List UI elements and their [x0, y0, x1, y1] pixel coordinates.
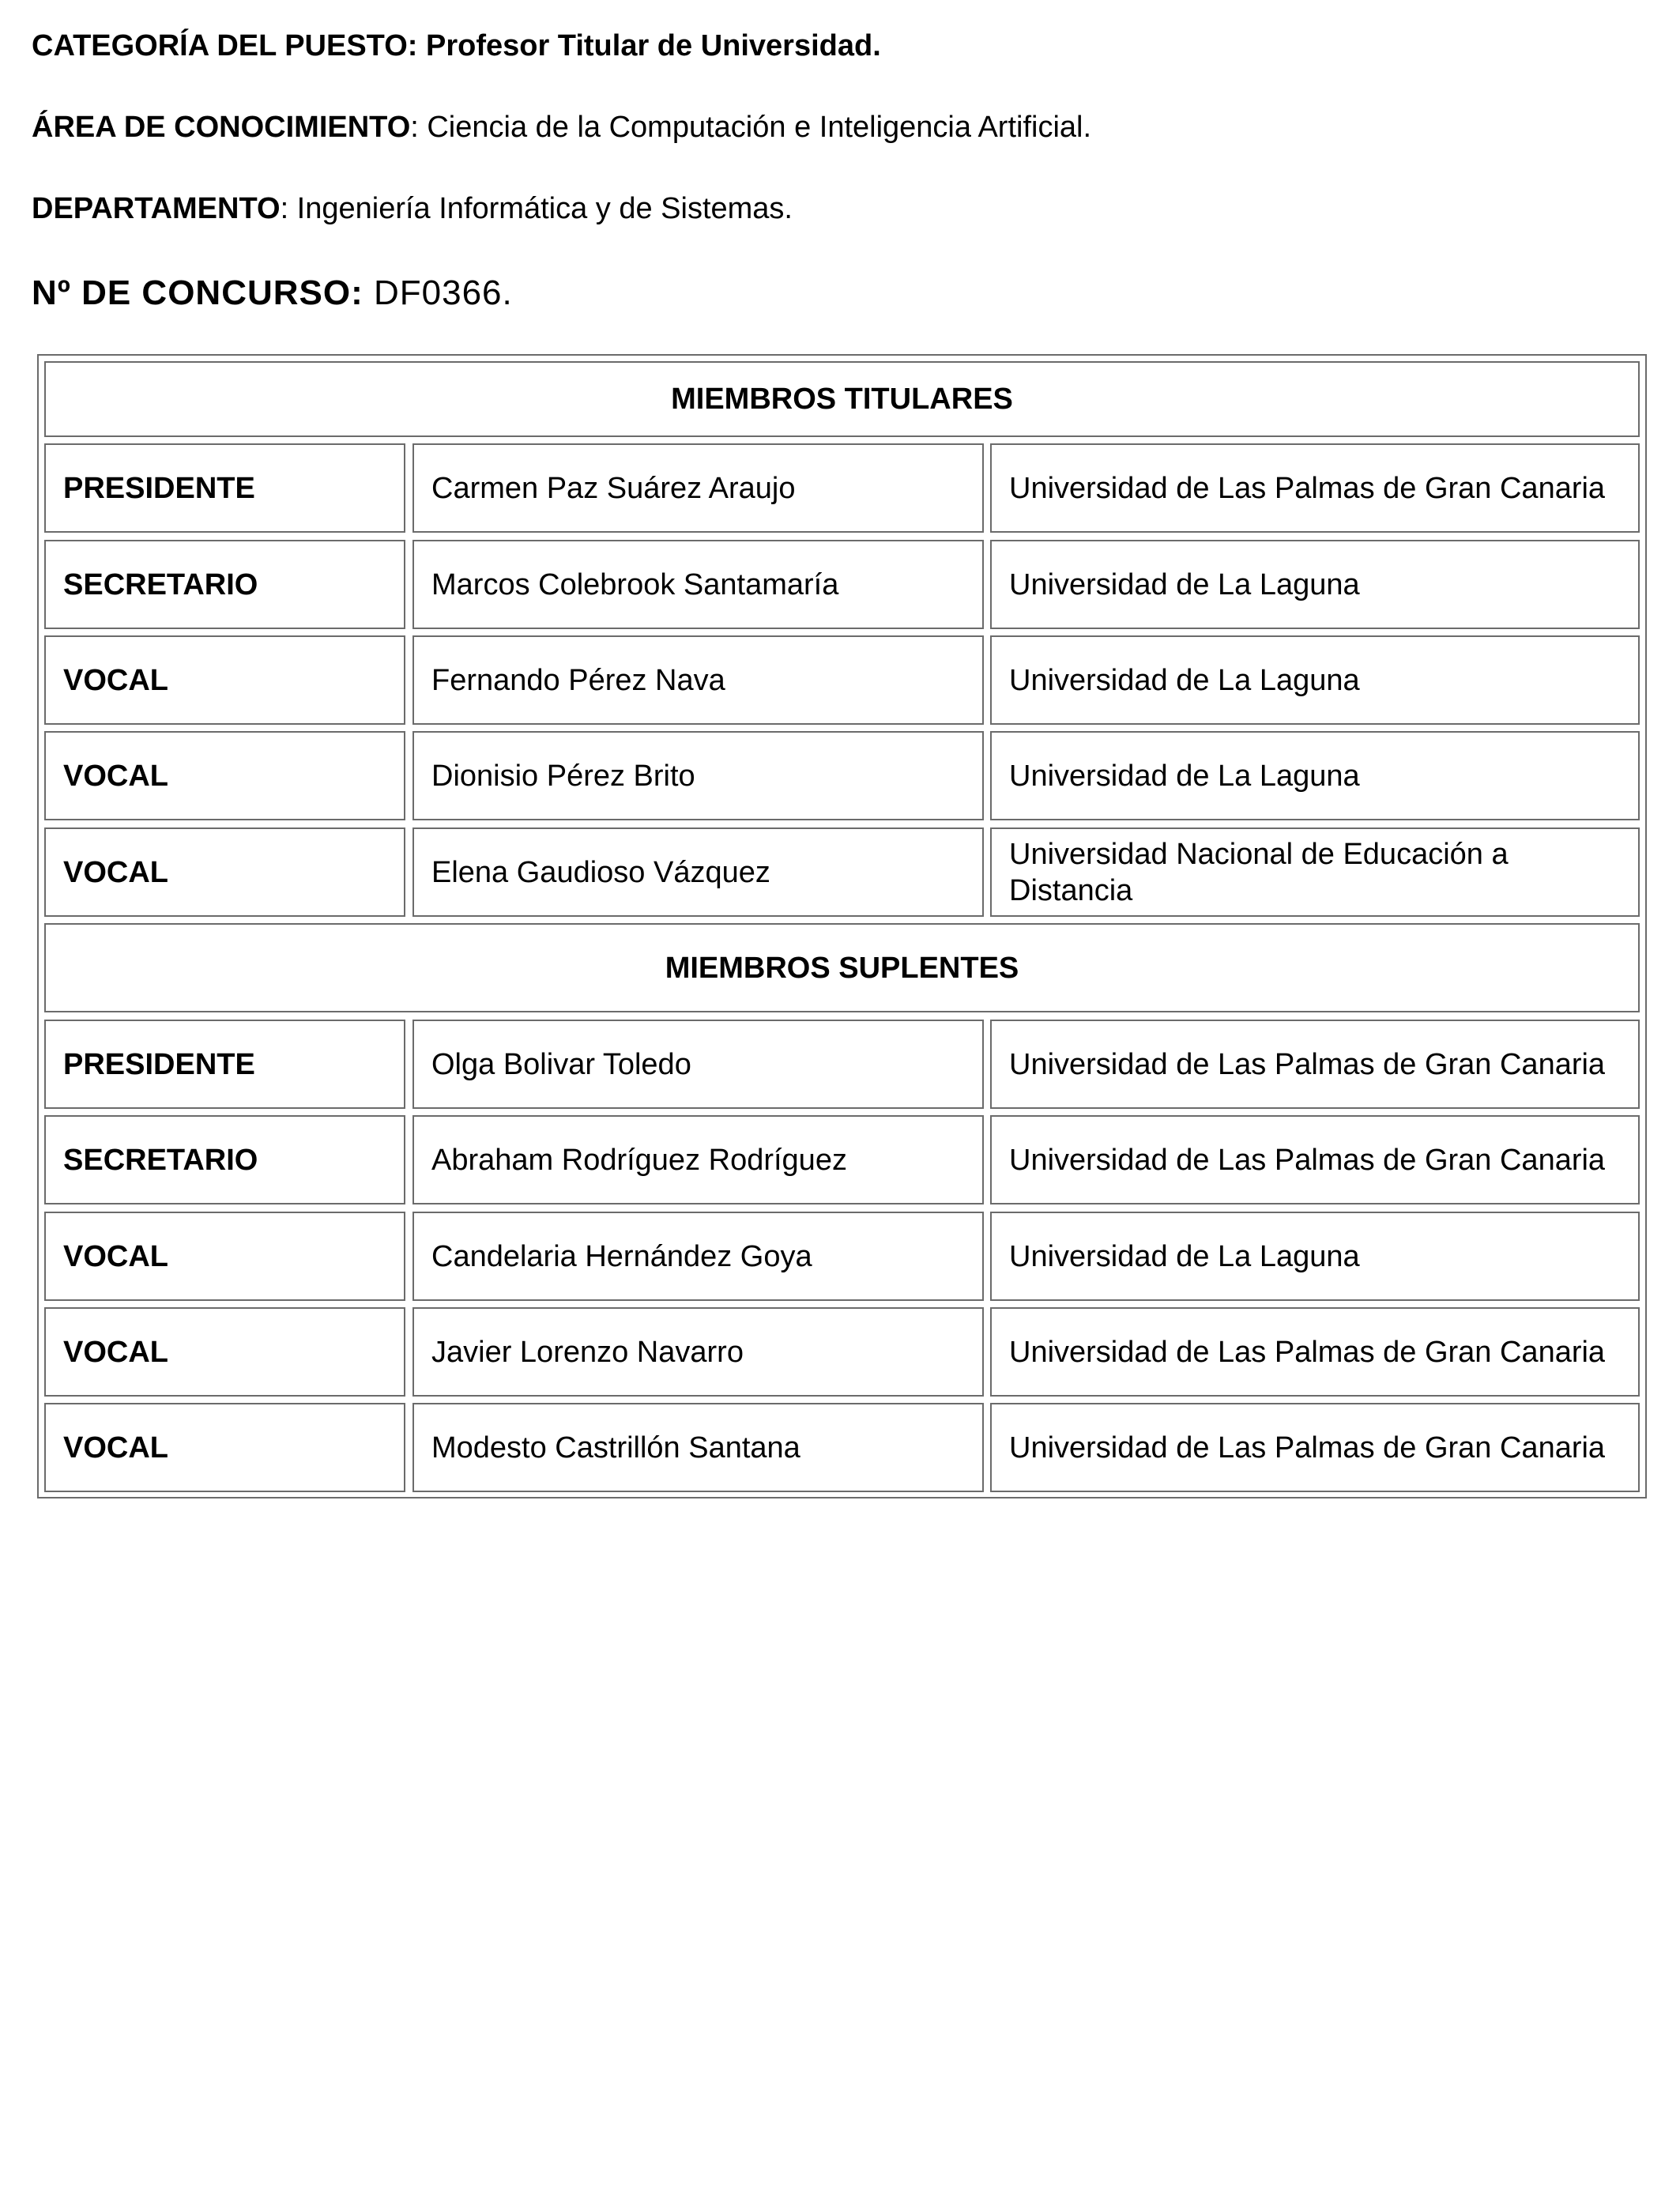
suplentes-row-3-university: Universidad de La Laguna [990, 1212, 1640, 1301]
titulares-row-5-university: Universidad Nacional de Educación a Distancia [990, 827, 1640, 917]
suplentes-row-5-role: VOCAL [44, 1403, 405, 1492]
suplentes-heading: MIEMBROS SUPLENTES [44, 923, 1640, 1012]
titulares-heading: MIEMBROS TITULARES [44, 361, 1640, 437]
titulares-row-2-university: Universidad de La Laguna [990, 540, 1640, 629]
titulares-row-2-role: SECRETARIO [44, 540, 405, 629]
suplentes-row-1-university: Universidad de Las Palmas de Gran Canaria [990, 1020, 1640, 1109]
suplentes-row-1-role: PRESIDENTE [44, 1020, 405, 1109]
titulares-row-3-role: VOCAL [44, 635, 405, 725]
suplentes-row-5-name: Modesto Castrillón Santana [412, 1403, 984, 1492]
suplentes-row-1-name: Olga Bolivar Toledo [412, 1020, 984, 1109]
categoria-line [32, 28, 881, 64]
suplentes-row-5-university: Universidad de Las Palmas de Gran Canaria [990, 1403, 1640, 1492]
departamento-label: DEPARTAMENTO [32, 192, 281, 225]
titulares-row-3-name: Fernando Pérez Nava [412, 635, 984, 725]
suplentes-row-3-name: Candelaria Hernández Goya [412, 1212, 984, 1301]
titulares-row-2-name: Marcos Colebrook Santamaría [412, 540, 984, 629]
suplentes-row-2-name: Abraham Rodríguez Rodríguez [412, 1115, 984, 1204]
titulares-row-4-name: Dionisio Pérez Brito [412, 731, 984, 820]
categoria-value: Profesor Titular de Universidad. [425, 29, 881, 62]
titulares-row-5-role: VOCAL [44, 827, 405, 917]
titulares-row-4-role: VOCAL [44, 731, 405, 820]
suplentes-row-2-role: SECRETARIO [44, 1115, 405, 1204]
suplentes-row-2-university: Universidad de Las Palmas de Gran Canaria [990, 1115, 1640, 1204]
departamento-value: : Ingeniería Informática y de Sistemas. [280, 192, 793, 225]
titulares-row-4-university: Universidad de La Laguna [990, 731, 1640, 820]
titulares-row-1-name: Carmen Paz Suárez Araujo [412, 443, 984, 533]
titulares-row-1-university: Universidad de Las Palmas de Gran Canaria [990, 443, 1640, 533]
titulares-row-3-university: Universidad de La Laguna [990, 635, 1640, 725]
titulares-row-5-name: Elena Gaudioso Vázquez [412, 827, 984, 917]
area-label: ÁREA DE CONOCIMIENTO [32, 111, 411, 144]
categoria-label: CATEGORÍA DEL PUESTO: [32, 29, 418, 62]
suplentes-row-3-role: VOCAL [44, 1212, 405, 1301]
suplentes-row-4-role: VOCAL [44, 1307, 405, 1397]
concurso-label: Nº DE CONCURSO: [32, 273, 363, 312]
area-value: : Ciencia de la Computación e Inteligencia Artificial. [410, 111, 1092, 144]
concurso-value: DF0366. [373, 273, 513, 312]
area-line [32, 109, 1091, 145]
departamento-line [32, 190, 793, 227]
suplentes-row-4-name: Javier Lorenzo Navarro [412, 1307, 984, 1397]
suplentes-row-4-university: Universidad de Las Palmas de Gran Canaria [990, 1307, 1640, 1397]
concurso-line [32, 273, 513, 314]
titulares-row-1-role: PRESIDENTE [44, 443, 405, 533]
